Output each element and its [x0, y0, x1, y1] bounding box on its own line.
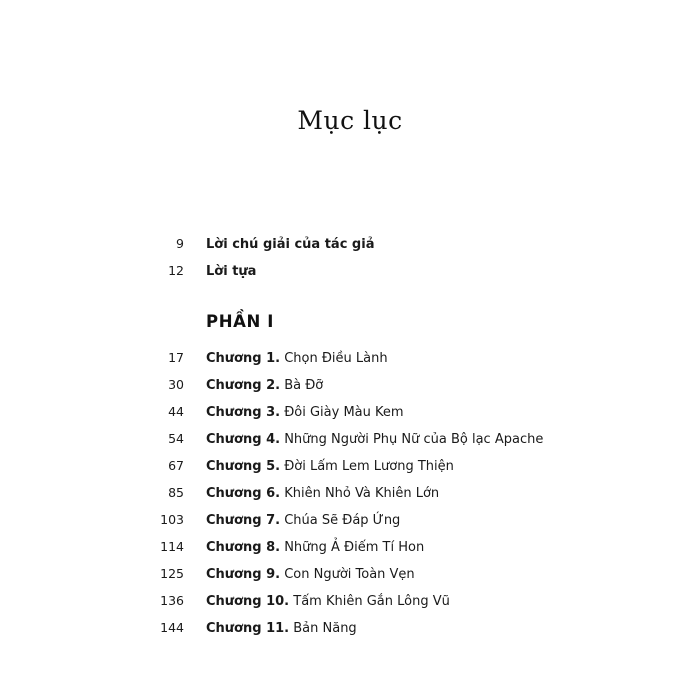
toc-entry-chapter[interactable]	[0, 539, 700, 566]
toc-page-number: 114	[160, 539, 184, 554]
toc-page-number: 9	[176, 236, 184, 251]
toc-entry-label	[184, 621, 357, 636]
toc-chapter-number: Chương 2.	[206, 378, 281, 393]
toc-chapter-number: Chương 8.	[206, 540, 281, 555]
toc-entry-chapter[interactable]	[0, 512, 700, 539]
toc-chapter-number: Chương 3.	[206, 405, 281, 420]
page-title: Mục lục	[297, 106, 403, 135]
toc-page-number: 30	[168, 377, 184, 392]
toc-chapter-title: Đời Lấm Lem Lương Thiện	[284, 459, 454, 474]
toc-page-number: 136	[160, 593, 184, 608]
toc-entry-chapter[interactable]	[0, 431, 700, 458]
toc-entry-front-matter[interactable]	[0, 236, 700, 263]
toc-page-number: 67	[168, 458, 184, 473]
toc-page-number: 103	[160, 512, 184, 527]
toc-entry-label	[184, 432, 543, 447]
toc-entry-label	[184, 567, 415, 582]
toc-entry-chapter[interactable]	[0, 350, 700, 377]
toc-entry-label: Lời tựa	[206, 264, 257, 279]
toc-entry-label	[184, 594, 450, 609]
toc-chapter-title: Tấm Khiên Gắn Lông Vũ	[293, 594, 450, 609]
toc-chapter-number: Chương 7.	[206, 513, 281, 528]
toc-chapter-title: Đôi Giày Màu Kem	[284, 405, 404, 420]
toc-chapter-number: Chương 6.	[206, 486, 281, 501]
toc-page-number: 54	[168, 431, 184, 446]
toc-page-number: 125	[160, 566, 184, 581]
toc-entry-chapter[interactable]	[0, 377, 700, 404]
toc-chapter-number: Chương 9.	[206, 567, 281, 582]
toc-chapter-number: Chương 5.	[206, 459, 281, 474]
toc-entry-chapter[interactable]	[0, 458, 700, 485]
toc-entry-chapter[interactable]	[0, 620, 700, 647]
toc-entry-chapter[interactable]	[0, 566, 700, 593]
toc-page-number: 144	[160, 620, 184, 635]
toc-entry-label	[184, 459, 454, 474]
toc-entry-label	[184, 351, 388, 366]
toc-entry-chapter[interactable]	[0, 404, 700, 431]
toc-page-number: 17	[168, 350, 184, 365]
part-heading	[0, 312, 700, 346]
toc-entry-label	[184, 378, 323, 393]
toc-chapter-title: Khiên Nhỏ Và Khiên Lớn	[284, 486, 440, 501]
toc-chapter-number: Chương 1.	[206, 351, 281, 366]
toc-entry-label	[184, 540, 424, 555]
toc-chapter-title: Bản Năng	[293, 621, 357, 636]
toc-entry-label	[184, 513, 400, 528]
toc-entry-chapter[interactable]	[0, 485, 700, 512]
toc-chapter-title: Chúa Sẽ Đáp Ứng	[284, 513, 401, 528]
toc-page-number: 44	[168, 404, 184, 419]
toc-chapter-number: Chương 4.	[206, 432, 281, 447]
toc-entry-label: Lời chú giải của tác giả	[206, 237, 375, 252]
toc-chapter-title: Chọn Điều Lành	[284, 351, 388, 366]
toc-chapter-title: Những Người Phụ Nữ của Bộ lạc Apache	[284, 432, 544, 447]
toc-entry-front-matter[interactable]	[0, 263, 700, 290]
toc-entry-chapter[interactable]	[0, 593, 700, 620]
toc-chapter-title: Bà Đỡ	[284, 378, 324, 393]
toc-chapter-title: Những Ả Điếm Tí Hon	[284, 540, 425, 555]
part-label: PHẦN I	[206, 312, 274, 331]
toc-entry-label	[184, 486, 439, 501]
toc-chapter-title: Con Người Toàn Vẹn	[284, 567, 415, 582]
toc-chapter-number: Chương 10.	[206, 594, 290, 609]
table-of-contents	[0, 236, 700, 647]
toc-page-number: 12	[168, 263, 184, 278]
toc-page-number: 85	[168, 485, 184, 500]
toc-entry-label	[184, 405, 404, 420]
toc-chapter-number: Chương 11.	[206, 621, 290, 636]
